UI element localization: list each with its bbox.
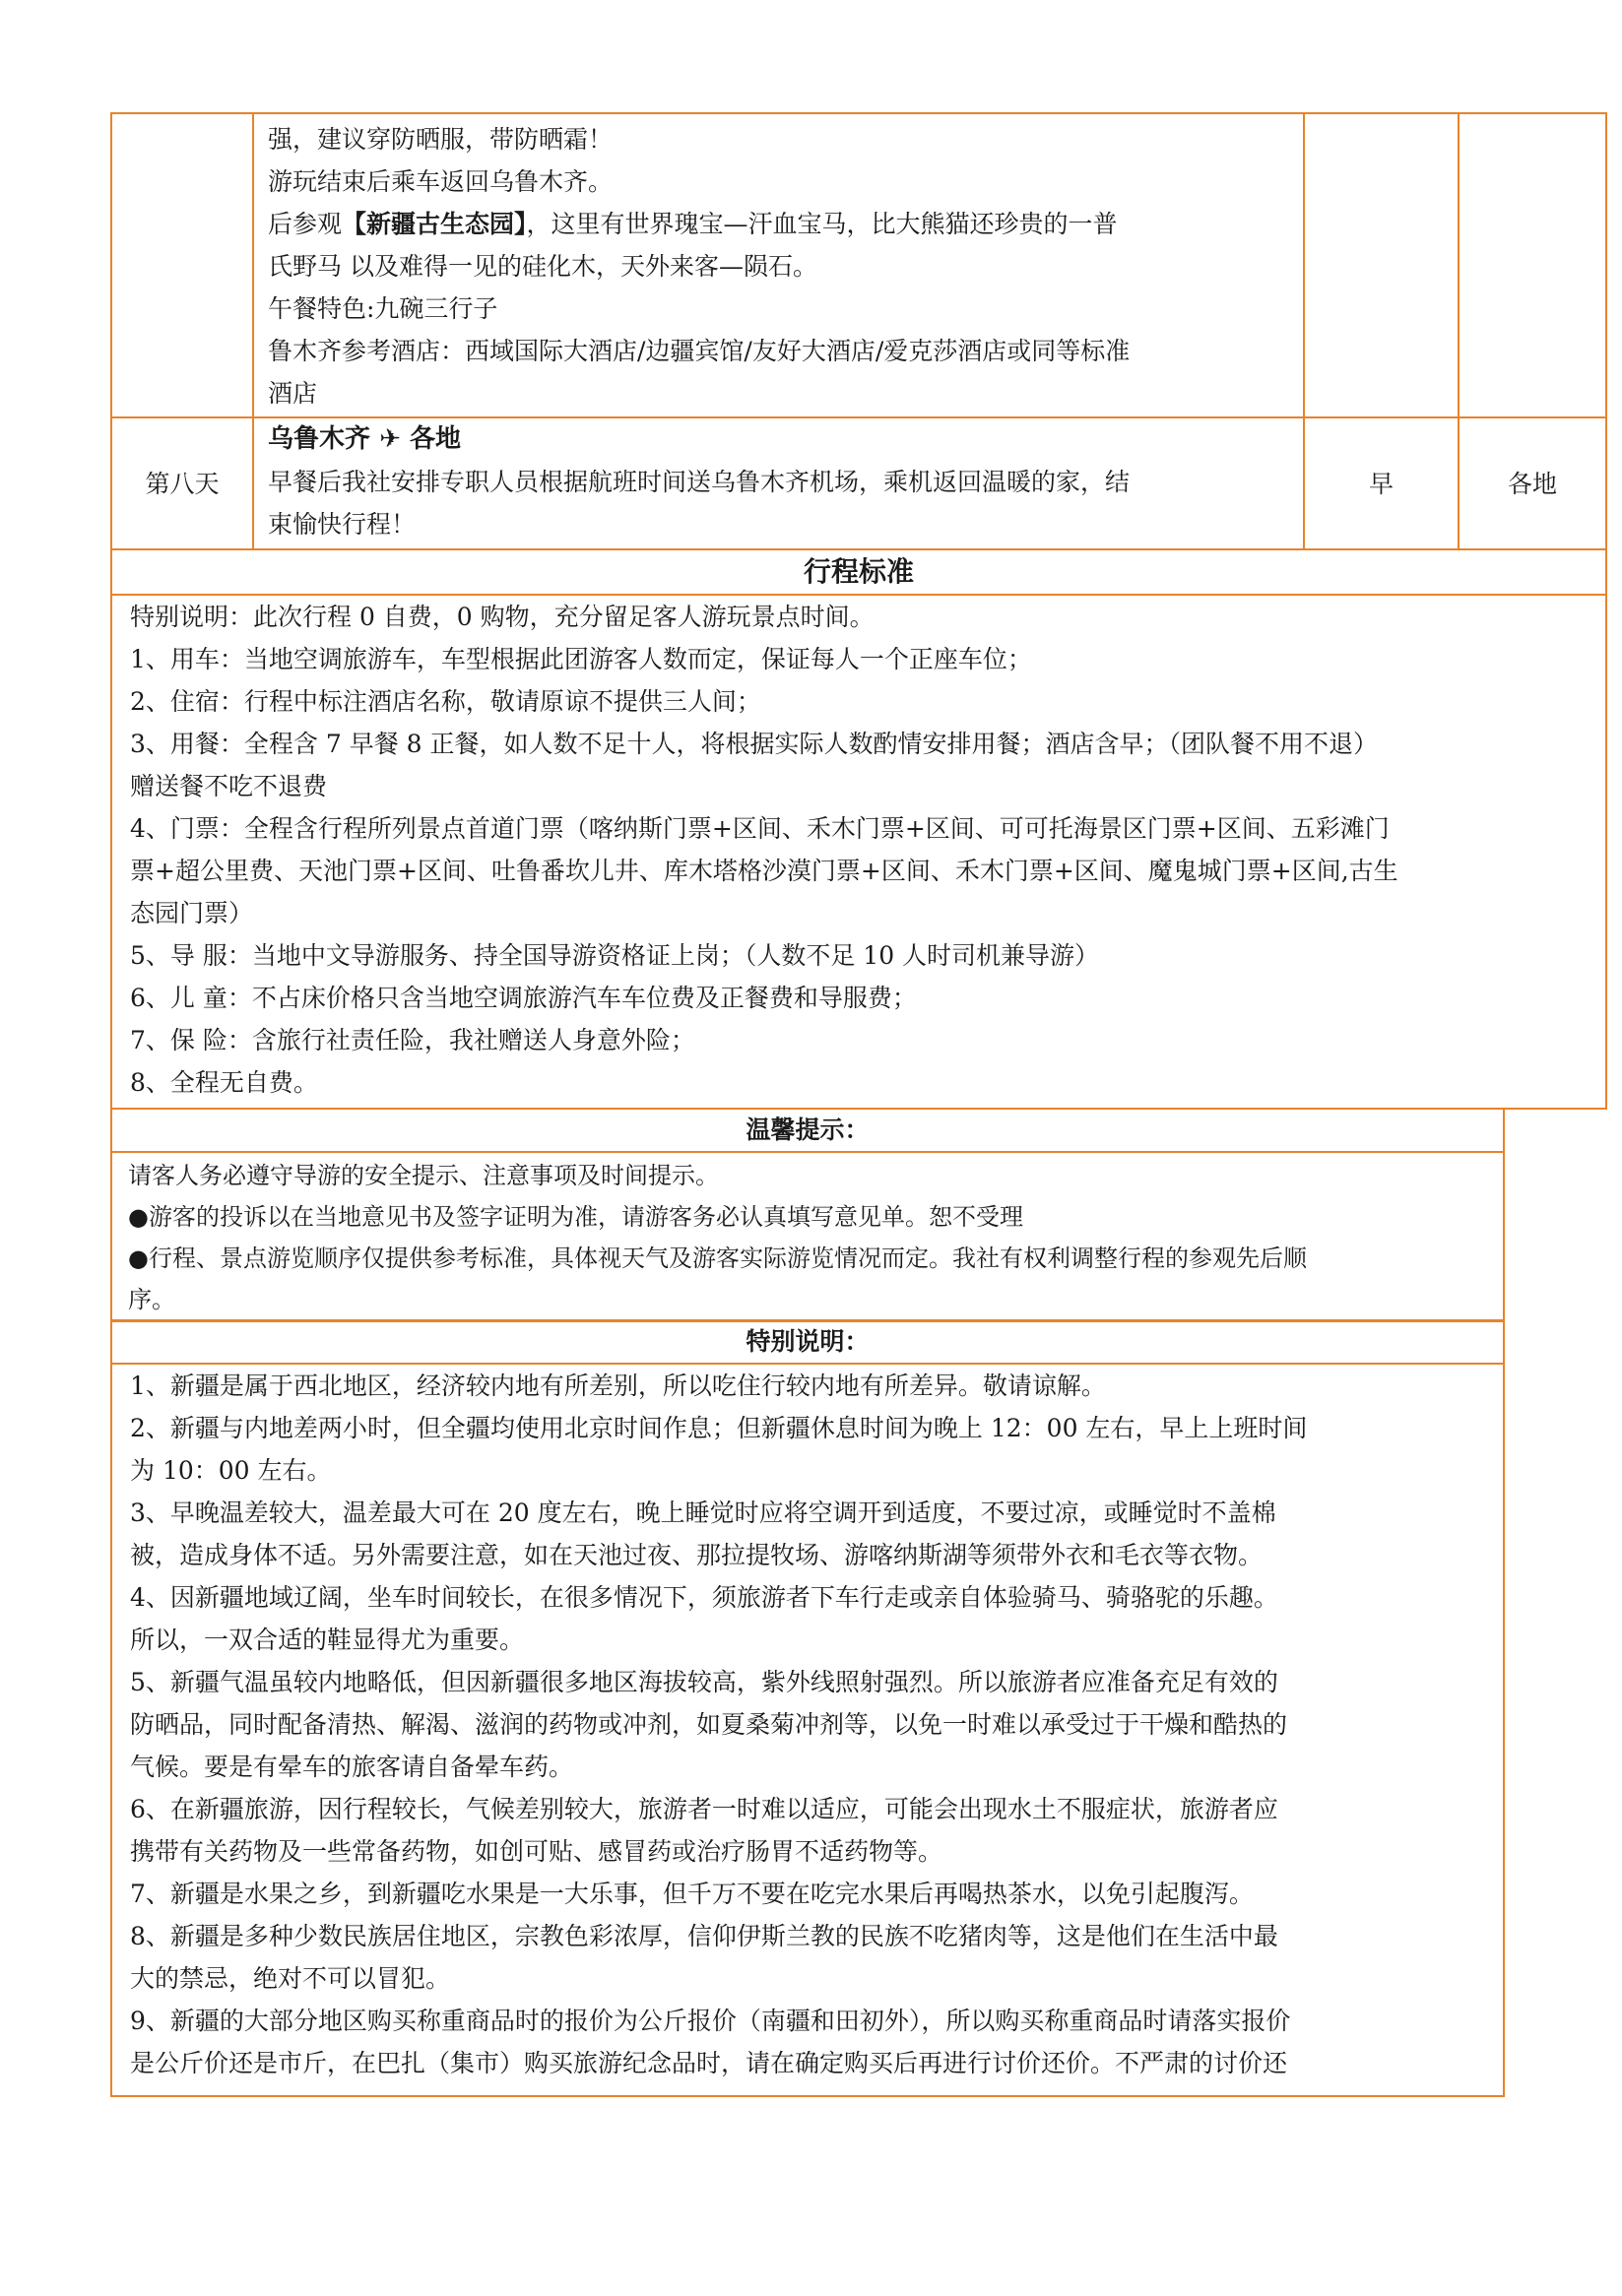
note-line: 3、早晚温差较大，温差最大可在 20 度左右，晚上睡觉时应将空调开到适度，不要过凉，或睡觉时不盖棉: [130, 1499, 1276, 1527]
description-line: 早餐后我社安排专职人员根据航班时间送乌鲁木齐机场，乘机返回温暖的家，结: [268, 468, 1131, 496]
note-line: 4、因新疆地域辽阔，坐车时间较长，在很多情况下，须旅游者下车行走或亲自体验骑马、骑骆驼的乐趣。: [130, 1583, 1278, 1612]
special-notes-section: [110, 1319, 1505, 2097]
tips-body: [112, 1153, 1503, 1320]
standard-body: [112, 596, 1605, 1104]
note-line: 5、新疆气温虽较内地略低，但因新疆很多地区海拔较高，紫外线照射强烈。所以旅游者应准备充足有效的: [130, 1668, 1278, 1696]
standard-line: 4、门票：全程含行程所列景点首道门票（喀纳斯门票+区间、禾木门票+区间、可可托海景区门票+区间、五彩滩门: [130, 814, 1390, 843]
standard-line: 赠送餐不吃不退费: [130, 772, 328, 800]
attraction-name: 【新疆古生态园】: [342, 210, 527, 238]
standard-line: 票+超公里费、天池门票+区间、吐鲁番坎儿井、库木塔格沙漠门票+区间、禾木门票+区间、魔鬼城门票+区间,古生: [130, 857, 1398, 885]
standard-line: 态园门票）: [130, 899, 254, 927]
column-divider: [252, 114, 254, 548]
standard-line: 7、保 险：含旅行社责任险，我社赠送人身意外险；: [130, 1026, 695, 1054]
note-line: 8、新疆是多种少数民族居住地区，宗教色彩浓厚，信仰伊斯兰教的民族不吃猪肉等，这是他们在生活中最: [130, 1922, 1278, 1950]
itinerary-table: [110, 112, 1607, 550]
standard-line: 2、住宿：行程中标注酒店名称，敬请原谅不提供三人间；: [130, 687, 761, 716]
note-line: 为 10：00 左右。: [130, 1456, 332, 1485]
standard-title: 行程标准: [112, 550, 1605, 596]
note-line: 6、在新疆旅游，因行程较长，气候差别较大，旅游者一时难以适应，可能会出现水土不服症状，旅游者应: [130, 1795, 1278, 1823]
note-line: 携带有关药物及一些常备药物，如创可贴、感冒药或治疗肠胃不适药物等。: [130, 1837, 943, 1866]
tip-line: 请客人务必遵守导游的安全提示、注意事项及时间提示。: [128, 1162, 719, 1189]
day8-meals: 早: [1368, 470, 1394, 498]
route-to: 各地: [409, 424, 461, 454]
text-segment: 后参观: [268, 210, 343, 238]
tips-title: 温馨提示：: [112, 1110, 1503, 1153]
description-line: 午餐特色:九碗三行子: [268, 294, 498, 323]
note-line: 所以，一双合适的鞋显得尤为重要。: [130, 1626, 525, 1654]
standard-line: 5、导 服：当地中文导游服务、持全国导游资格证上岗；（人数不足 10 人时司机兼导游）: [130, 941, 1100, 970]
standard-line: 3、用餐：全程含 7 早餐 8 正餐，如人数不足十人，将根据实际人数酌情安排用餐；酒店含早；（团队餐不用不退）: [130, 730, 1379, 758]
description-line: [268, 203, 1292, 245]
tip-line: 序。: [128, 1286, 175, 1313]
standard-line: 8、全程无自费。: [130, 1068, 318, 1097]
note-line: 1、新疆是属于西北地区，经济较内地有所差别，所以吃住行较内地有所差异。敬请谅解。: [130, 1371, 1106, 1400]
note-line: 是公斤价还是市斤，在巴扎（集市）购买旅游纪念品时，请在确定购买后再进行讨价还价。不严肃的讨价还: [130, 2049, 1288, 2077]
tip-line: ●行程、景点游览顺序仅提供参考标准，具体视天气及游客实际游览情况而定。我社有权利调整行程的参观先后顺: [128, 1244, 1307, 1272]
description-line: 游玩结束后乘车返回乌鲁木齐。: [268, 167, 614, 196]
day7-continued-description: [268, 118, 1292, 415]
day8-hotel: 各地: [1507, 470, 1557, 498]
note-line: 7、新疆是水果之乡，到新疆吃水果是一大乐事，但千万不要在吃完水果后再喝热茶水，以免引起腹泻。: [130, 1880, 1254, 1908]
note-line: 防晒品，同时配备清热、解渴、滋润的药物或冲剂，如夏桑菊冲剂等，以免一时难以承受过于干燥和酷热的: [130, 1710, 1288, 1739]
standard-line: 特别说明：此次行程 0 自费，0 购物，充分留足客人游玩景点时间。: [130, 603, 875, 631]
special-body: [112, 1365, 1503, 2084]
note-line: 大的禁忌，绝对不可以冒犯。: [130, 1964, 451, 1993]
standard-section: [110, 548, 1607, 1110]
description-line: 酒店: [268, 379, 318, 408]
description-line: 鲁木齐参考酒店：西域国际大酒店/边疆宾馆/友好大酒店/爱克莎酒店或同等标准: [268, 337, 1131, 365]
standard-line: 6、儿 童：不占床价格只含当地空调旅游汽车车位费及正餐费和导服费；: [130, 984, 917, 1012]
airplane-icon: ✈: [379, 424, 401, 454]
tip-line: ●游客的投诉以在当地意见书及签字证明为准，请游客务必认真填写意见单。恕不受理: [128, 1203, 1023, 1231]
standard-line: 1、用车：当地空调旅游车，车型根据此团游客人数而定，保证每人一个正座车位；: [130, 645, 1032, 673]
day8-route: [268, 418, 1292, 461]
note-line: 9、新疆的大部分地区购买称重商品时的报价为公斤报价（南疆和田初外），所以购买称重商品时请落实报价: [130, 2007, 1291, 2035]
text-segment: ，这里有世界瑰宝—汗血宝马，比大熊猫还珍贵的一普: [526, 210, 1118, 238]
note-line: 被，造成身体不适。另外需要注意，如在天池过夜、那拉提牧场、游喀纳斯湖等须带外衣和毛衣等衣物。: [130, 1541, 1264, 1569]
special-title: 特别说明：: [112, 1321, 1503, 1365]
note-line: 2、新疆与内地差两小时，但全疆均使用北京时间作息；但新疆休息时间为晚上 12：00 左右，早上上班时间: [130, 1414, 1308, 1442]
day8-label: 第八天: [145, 470, 220, 498]
note-line: 气候。要是有晕车的旅客请自备晕车药。: [130, 1753, 574, 1781]
day8-description: [268, 418, 1292, 545]
description-line: 氏野马 以及难得一见的硅化木，天外来客—陨石。: [268, 252, 817, 281]
tips-section: [110, 1108, 1505, 1322]
description-line: 束愉快行程！: [268, 510, 417, 539]
description-line: 强，建议穿防晒服，带防晒霜！: [268, 125, 614, 154]
route-from: 乌鲁木齐: [268, 424, 371, 454]
